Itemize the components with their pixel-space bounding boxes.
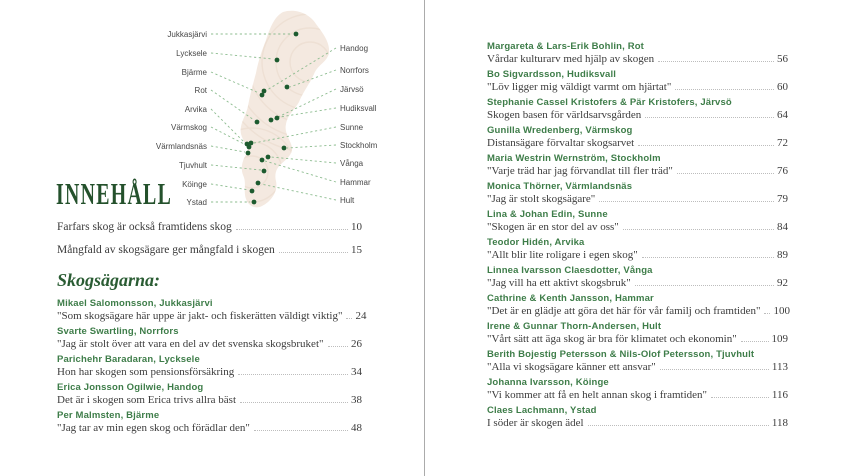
toc-entry bbox=[487, 97, 788, 122]
sweden-silhouette bbox=[241, 11, 329, 208]
entry-page: 26 bbox=[351, 338, 362, 350]
location-dot-icon bbox=[246, 151, 251, 156]
dot-leader bbox=[279, 252, 348, 253]
entry-page: 84 bbox=[777, 221, 788, 233]
entry-page: 64 bbox=[777, 109, 788, 121]
dot-leader bbox=[658, 61, 774, 62]
entry-name: Teodor Hidén, Arvika bbox=[487, 237, 585, 248]
dot-leader bbox=[328, 346, 349, 347]
map-location-label: Köinge bbox=[182, 180, 207, 189]
toc-entry bbox=[487, 321, 788, 346]
location-dot-icon bbox=[249, 141, 254, 146]
entry-page: 79 bbox=[777, 193, 788, 205]
entry-name: Erica Jonsson Ogilwie, Handog bbox=[57, 382, 204, 393]
dot-leader bbox=[645, 117, 774, 118]
toc-entry bbox=[487, 209, 788, 234]
entry-name: Berith Bojestig Petersson & Nils-Olof Petersson, Tjuvhult bbox=[487, 349, 755, 360]
entry-title: "Vårt sätt att äga skog är bra för klimatet och ekonomin" bbox=[487, 333, 737, 345]
dot-leader bbox=[660, 369, 769, 370]
dot-leader bbox=[635, 285, 774, 286]
toc-left-column bbox=[57, 220, 367, 438]
entry-title: "Allt blir lite roligare i egen skog" bbox=[487, 249, 638, 261]
dot-leader bbox=[599, 201, 774, 202]
entry-name: Maria Westrin Wernström, Stockholm bbox=[487, 153, 661, 164]
dot-leader bbox=[741, 341, 769, 342]
location-dot-icon bbox=[285, 85, 290, 90]
entry-title: "Alla vi skogsägare känner ett ansvar" bbox=[487, 361, 656, 373]
toc-entry bbox=[487, 125, 788, 150]
toc-entry bbox=[487, 405, 788, 430]
toc-entry bbox=[487, 69, 788, 94]
entry-title: Mångfald av skogsägare ger mångfald i skogen bbox=[57, 244, 275, 256]
location-dot-icon bbox=[266, 155, 271, 160]
map-location-label: Arvika bbox=[184, 105, 207, 114]
map-location-label: Rot bbox=[194, 86, 207, 95]
map-location-label: Sunne bbox=[340, 123, 364, 132]
map-location-label: Norrfors bbox=[340, 66, 369, 75]
entry-page: 34 bbox=[351, 366, 362, 378]
entry-page: 72 bbox=[777, 137, 788, 149]
dot-leader bbox=[240, 402, 348, 403]
entry-title: "Jag tar av min egen skog och förädlar den" bbox=[57, 422, 250, 434]
entry-name: Per Malmsten, Bjärme bbox=[57, 410, 160, 421]
entry-page: 116 bbox=[771, 389, 788, 401]
entry-title: Skogen basen för världsarvsgården bbox=[487, 109, 642, 121]
entry-page: 60 bbox=[777, 81, 788, 93]
location-dot-icon bbox=[260, 158, 265, 163]
entry-name: Gunilla Wredenberg, Värmskog bbox=[487, 125, 633, 136]
entry-name: Stephanie Cassel Kristofers & Pär Kristofers, Järvsö bbox=[487, 97, 732, 108]
map-location-label: Tjuvhult bbox=[178, 161, 207, 170]
map-location-label: Värmskog bbox=[170, 123, 207, 132]
entry-page: 48 bbox=[351, 422, 362, 434]
entry-title: Det är i skogen som Erica trivs allra bäst bbox=[57, 394, 237, 406]
map-location-label: Handog bbox=[340, 44, 369, 53]
entry-title: Distansägare förvaltar skogsarvet bbox=[487, 137, 635, 149]
entry-name: Bo Sigvardsson, Hudiksvall bbox=[487, 69, 617, 80]
entry-name: Parichehr Baradaran, Lycksele bbox=[57, 354, 200, 365]
toc-entry bbox=[487, 181, 788, 206]
toc-entry bbox=[487, 265, 788, 290]
map-location-label: Lycksele bbox=[176, 49, 207, 58]
location-dot-icon bbox=[250, 189, 255, 194]
page-title: INNEHÅLL bbox=[56, 176, 173, 211]
entry-page: 113 bbox=[771, 361, 788, 373]
entry-title: "Det är en glädje att göra det här för vår familj och framtiden" bbox=[487, 305, 761, 317]
map-location-label: Jukkasjärvi bbox=[167, 30, 207, 39]
sweden-map bbox=[140, 6, 396, 214]
entry-name: Claes Lachmann, Ystad bbox=[487, 405, 597, 416]
toc-entry bbox=[487, 377, 788, 402]
location-dot-icon bbox=[262, 89, 267, 94]
map-location-label: Järvsö bbox=[340, 85, 364, 94]
location-dot-icon bbox=[282, 146, 287, 151]
entry-title: "Varje träd har jag förvandlat till fler träd" bbox=[487, 165, 673, 177]
location-dot-icon bbox=[256, 181, 261, 186]
entry-name: Mikael Salomonsson, Jukkasjärvi bbox=[57, 298, 213, 309]
toc-entry bbox=[57, 354, 362, 379]
entry-title: Hon har skogen som pensionsförsäkring bbox=[57, 366, 235, 378]
entry-title: Farfars skog är också framtidens skog bbox=[57, 221, 232, 233]
entry-page: 109 bbox=[771, 333, 788, 345]
entry-title: Vårdar kulturarv med hjälp av skogen bbox=[487, 53, 655, 65]
page-gutter-divider bbox=[424, 0, 425, 476]
toc-right-column bbox=[487, 41, 788, 433]
section-heading: Skogsägarna: bbox=[57, 270, 161, 290]
entry-name: Monica Thörner, Värmlandsnäs bbox=[487, 181, 633, 192]
location-dot-icon bbox=[262, 169, 267, 174]
entry-name: Linnea Ivarsson Claesdotter, Vånga bbox=[487, 265, 653, 276]
entry-page: 89 bbox=[777, 249, 788, 261]
entry-page: 76 bbox=[777, 165, 788, 177]
entry-name: Svarte Swartling, Norrfors bbox=[57, 326, 179, 337]
map-location-label: Vånga bbox=[340, 159, 364, 168]
entry-name: Cathrine & Kenth Jansson, Hammar bbox=[487, 293, 654, 304]
toc-entry bbox=[487, 41, 788, 66]
map-location-label: Ystad bbox=[186, 198, 207, 207]
toc-entry bbox=[487, 349, 788, 374]
dot-leader bbox=[238, 374, 348, 375]
entry-page: 118 bbox=[771, 417, 788, 429]
location-dot-icon bbox=[275, 58, 280, 63]
dot-leader bbox=[623, 229, 774, 230]
toc-entry bbox=[57, 220, 362, 234]
entry-name: Irene & Gunnar Thorn-Andersen, Hult bbox=[487, 321, 662, 332]
toc-entry bbox=[57, 243, 362, 257]
entry-page: 56 bbox=[777, 53, 788, 65]
dot-leader bbox=[254, 430, 348, 431]
dot-leader bbox=[638, 145, 774, 146]
location-dot-icon bbox=[269, 118, 274, 123]
entry-page: 15 bbox=[351, 244, 362, 256]
toc-entry bbox=[57, 326, 362, 351]
entry-name: Johanna Ivarsson, Köinge bbox=[487, 377, 609, 388]
map-location-label: Hult bbox=[340, 196, 355, 205]
dot-leader bbox=[588, 425, 769, 426]
entry-name: Lina & Johan Edin, Sunne bbox=[487, 209, 608, 220]
map-location-label: Stockholm bbox=[340, 141, 378, 150]
entry-title: "Jag är stolt skogsägare" bbox=[487, 193, 596, 205]
toc-entry bbox=[57, 382, 362, 407]
entry-title: "Jag vill ha ett aktivt skogsbruk" bbox=[487, 277, 631, 289]
entry-page: 38 bbox=[351, 394, 362, 406]
entry-page: 100 bbox=[773, 305, 790, 317]
map-location-label: Bjärme bbox=[181, 68, 207, 77]
entry-page: 92 bbox=[777, 277, 788, 289]
entry-title: I söder är skogen ädel bbox=[487, 417, 584, 429]
entry-name: Margareta & Lars-Erik Bohlin, Rot bbox=[487, 41, 644, 52]
location-dot-icon bbox=[275, 116, 280, 121]
entry-title: "Vi kommer att få en helt annan skog i framtiden" bbox=[487, 389, 708, 401]
map-location-label: Hammar bbox=[340, 178, 371, 187]
dot-leader bbox=[346, 318, 352, 319]
dot-leader bbox=[236, 229, 348, 230]
map-location-label: Hudiksvall bbox=[340, 104, 377, 113]
entry-title: "Som skogsägare här uppe är jakt- och fiskerätten väldigt viktig" bbox=[57, 310, 343, 322]
entry-page: 10 bbox=[351, 221, 362, 233]
dot-leader bbox=[642, 257, 774, 258]
dot-leader bbox=[764, 313, 770, 314]
toc-entry bbox=[487, 153, 788, 178]
location-dot-icon bbox=[255, 120, 260, 125]
toc-entry bbox=[57, 298, 367, 323]
location-dot-icon bbox=[294, 32, 299, 37]
dot-leader bbox=[675, 89, 774, 90]
toc-entry bbox=[487, 293, 788, 318]
entry-title: "Jag är stolt över att vara en del av det svenska skogsbruket" bbox=[57, 338, 324, 350]
entry-page: 24 bbox=[355, 310, 367, 322]
entry-title: "Löv ligger mig väldigt varmt om hjärtat" bbox=[487, 81, 672, 93]
location-dot-icon bbox=[252, 200, 257, 205]
entry-title: "Skogen är en stor del av oss" bbox=[487, 221, 619, 233]
toc-entry bbox=[487, 237, 788, 262]
toc-entry bbox=[57, 410, 362, 435]
dot-leader bbox=[677, 173, 774, 174]
map-location-label: Värmlandsnäs bbox=[155, 142, 207, 151]
dot-leader bbox=[711, 397, 769, 398]
